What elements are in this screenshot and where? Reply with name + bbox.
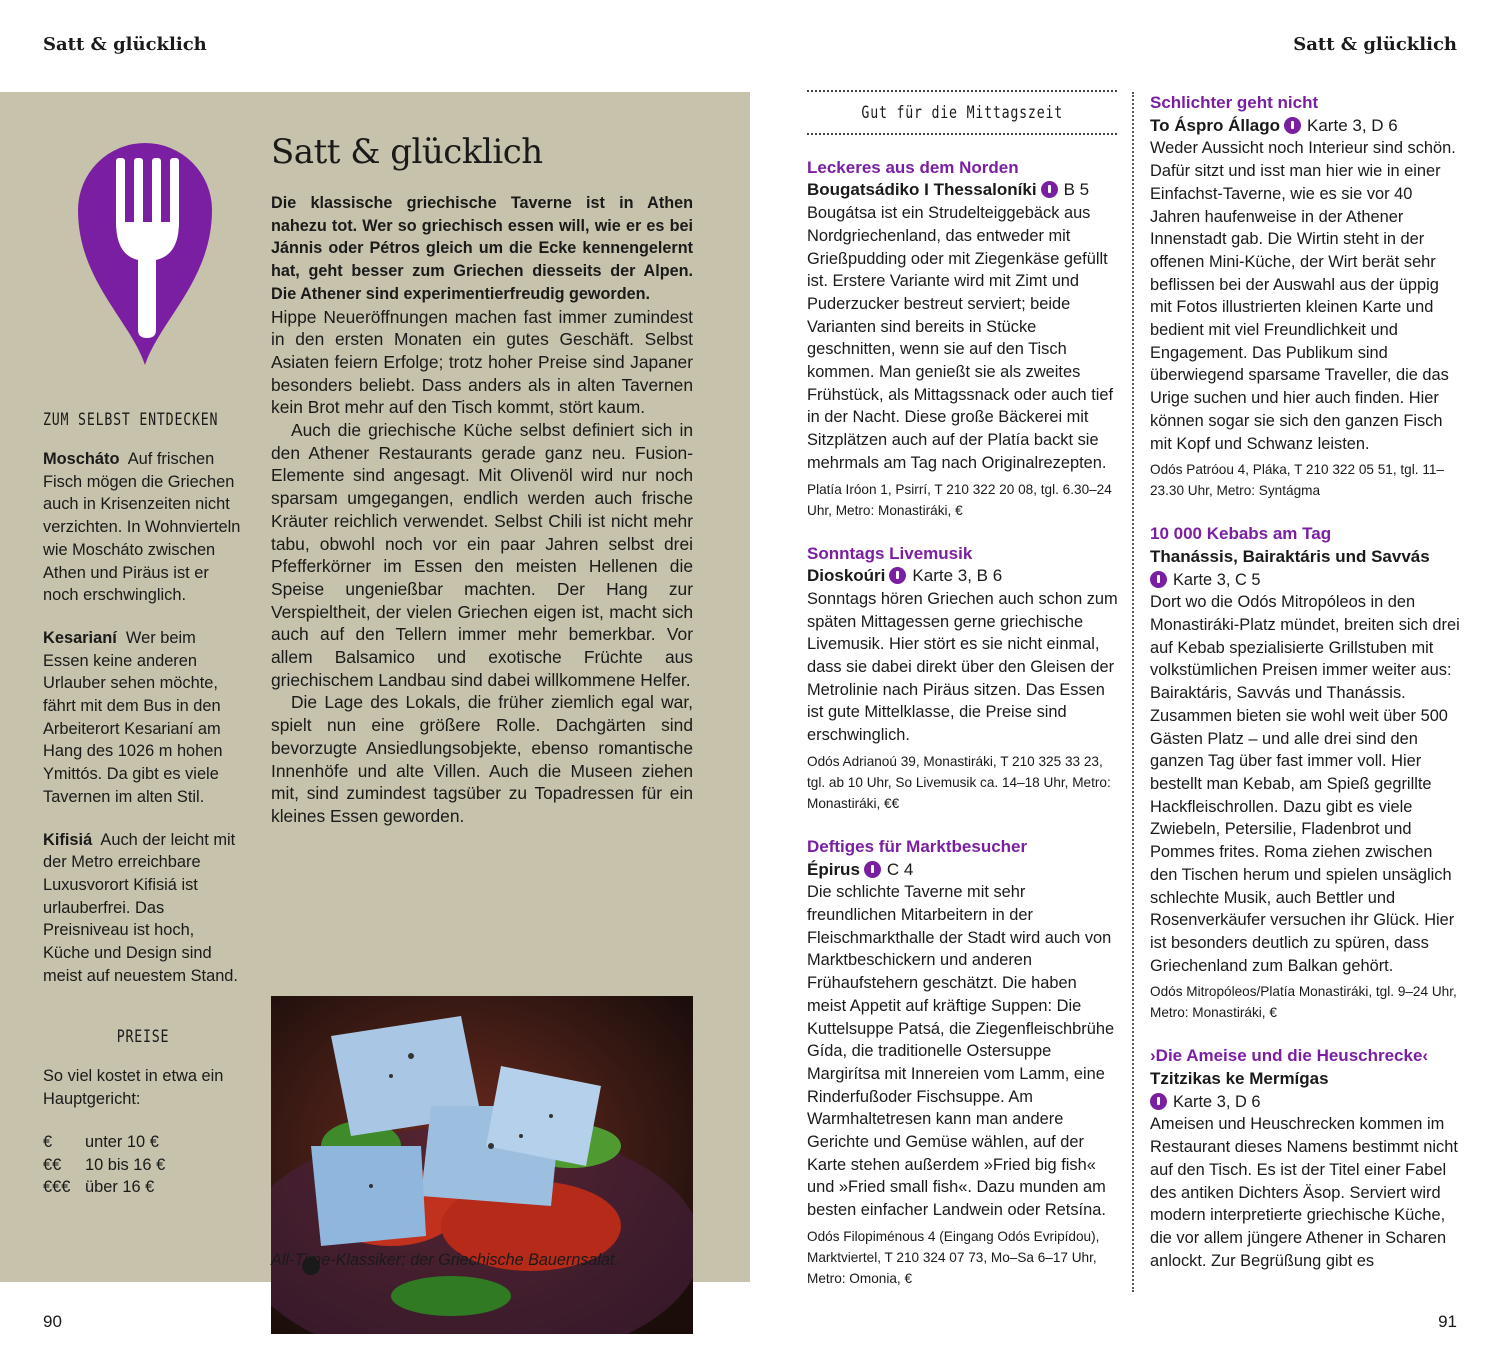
body-paragraph: Auch die griechische Küche selbst definiert sich in den Athener Restaurants gerade ganz neu. Fusion-Elemente sind angesagt. Mit Olivenöl wird nur noch sparsam umgegangen, endlich werden auch frische Kräuter reichlich verwendet. Selbst Chili ist nicht mehr tabu, obwohl noch vor ein paar Jahren selbst drei Pfefferkörner im Essen den meisten Hellenen die Speise ungenießbar machten. Der Hang zur Verspieltheit, der vielen Griechen eigen ist, macht sich auch auf den Tellern immer mehr bemerkbar. Vor allem Balsamico und exotische Früchte aus griechischem Landbau sind dabei willkommene Helfer. bbox=[271, 420, 693, 690]
listing-entry bbox=[807, 543, 1119, 814]
right-column-b bbox=[1150, 92, 1462, 1294]
entry-map-line bbox=[1150, 1091, 1462, 1114]
left-page-panel bbox=[0, 92, 750, 1282]
fork-pin-icon bbox=[70, 130, 220, 370]
section-heading bbox=[807, 90, 1117, 135]
map-reference: Karte 3, B 6 bbox=[912, 566, 1003, 586]
page-number-right: 91 bbox=[1438, 1312, 1457, 1331]
price-row bbox=[43, 1154, 243, 1177]
salad-photo bbox=[271, 996, 693, 1334]
sidebar-item bbox=[43, 829, 243, 988]
entry-kicker: Schlichter geht nicht bbox=[1150, 93, 1319, 112]
sidebar-item-text: Auch der leicht mit der Metro erreichbare Luxusvorort Kifisiá ist urlauberfrei. Das Preisniveau ist hoch, Küche und Design sind meist auf neuestem Stand. bbox=[43, 830, 238, 985]
column-divider bbox=[1132, 92, 1134, 1292]
running-head-left: Satt & glücklich bbox=[43, 34, 207, 55]
entry-text: Weder Aussicht noch Interieur sind schön. Dafür sitzt und isst man hier wie in einer Einfachst-Taverne, wie es sie vor 40 Jahren haufenweise in der Athener Innenstadt gab. Die Wirtin steht in der offenen Mini-Küche, der Wirt berät sehr beflissen bei der Auswahl aus der üppig mit Fotos illustrierten kleinen Karte und bedient mit viel Freundlichkeit und Engagement. Das Publikum sind überwiegend sparsame Traveller, die das Urige suchen und hier auch finden. Hier können sogar sie sich den ganzen Fisch mit Kopf und Schwanz leisten. bbox=[1150, 139, 1456, 453]
entry-name: Thanássis, Bairaktáris und Savvás bbox=[1150, 546, 1430, 566]
entry-name-line bbox=[1150, 546, 1462, 569]
entry-info: Odós Patróou 4, Pláka, T 210 322 05 51, tgl. 11–23.30 Uhr, Metro: Syntágma bbox=[1150, 462, 1444, 499]
entry-info: Odós Adrianoú 39, Monastiráki, T 210 325 33 23, tgl. ab 10 Uhr, So Livemusik ca. 14–18 Uhr, Metro: Monastiráki, €€ bbox=[807, 753, 1111, 811]
body-paragraph: Die Lage des Lokals, die früher ziemlich egal war, spielt nun eine größere Rolle. Dachgärten sind bevorzugte Ansiedlungsobjekte, ebenso romantische Innenhöfe und alte Villen. Auch die Museen ziehen mit, sind zumindest tagsüber zu Topadressen für ein kleines Essen geworden. bbox=[271, 692, 693, 826]
entry-text: Ameisen und Heuschrecken kommen im Restaurant dieses Namens bestimmt nicht auf den Tisch. Es ist der Titel einer Fabel des antiken Dichters Äsop. Serviert wird modern interpretierte griechische Küche, die vor allem jüngere Athener in Scharen anlockt. Zur Begrüßung gibt es bbox=[1150, 1115, 1458, 1270]
price-row bbox=[43, 1176, 243, 1199]
listing-entry bbox=[1150, 1045, 1462, 1272]
sidebar-item-name: Kesarianí bbox=[43, 628, 117, 647]
entry-name-line bbox=[807, 859, 1119, 882]
sidebar-item-name: Moscháto bbox=[43, 450, 120, 468]
map-pin-icon bbox=[1041, 181, 1058, 198]
entry-info: Odós Mitropóleos/Platía Monastiráki, tgl. 9–24 Uhr, Metro: Monastiráki, € bbox=[1150, 984, 1457, 1021]
right-column-a bbox=[807, 90, 1119, 1311]
map-reference: Karte 3, D 6 bbox=[1173, 1092, 1261, 1111]
map-pin-icon bbox=[1150, 571, 1167, 588]
photo-caption: All-Time-Klassiker: der Griechische Bauernsalat. bbox=[271, 1251, 620, 1269]
lead-paragraph: Die klassische griechische Taverne ist in Athen nahezu tot. Wer so griechisch essen will, wie er es bei Jánnis oder Pétros gleich um die Ecke kennengelernt hat, geht besser zum Griechen diesseits der Alpen. Die Athener sind experimentierfreudig geworden. bbox=[271, 194, 693, 303]
entry-name-line bbox=[1150, 115, 1462, 138]
map-pin-icon bbox=[1284, 117, 1301, 134]
prices-title: PREISE bbox=[116, 1027, 170, 1048]
entry-kicker: Deftiges für Marktbesucher bbox=[807, 836, 1028, 856]
entry-kicker: Leckeres aus dem Norden bbox=[807, 157, 1019, 177]
sidebar-item bbox=[43, 448, 243, 607]
listing-entry bbox=[1150, 92, 1462, 501]
price-symbol: €€€ bbox=[43, 1178, 71, 1197]
entry-name-line bbox=[1150, 1068, 1462, 1091]
main-article bbox=[271, 132, 693, 828]
prices-intro: So viel kostet in etwa ein Hauptgericht: bbox=[43, 1067, 224, 1109]
price-row bbox=[43, 1131, 243, 1154]
price-range: 10 bis 16 € bbox=[85, 1155, 166, 1174]
map-reference: B 5 bbox=[1063, 180, 1090, 200]
entry-name: Dioskoúri bbox=[807, 566, 886, 586]
price-symbol: €€ bbox=[43, 1155, 62, 1174]
map-reference: Karte 3, D 6 bbox=[1307, 115, 1398, 135]
price-range: über 16 € bbox=[85, 1178, 155, 1197]
sidebar-item bbox=[43, 627, 243, 809]
sidebar-item-text: Wer beim Essen keine anderen Urlauber sehen möchte, fährt mit dem Bus in den Arbeiterort Kesarianí am Hang des 1026 m hohen Ymittós. Da gibt es viele Tavernen im alten Stil. bbox=[43, 628, 223, 806]
sidebar-item-name: Kifisiá bbox=[43, 830, 93, 849]
map-pin-icon bbox=[864, 861, 881, 878]
entry-name: To Áspro Állago bbox=[1150, 115, 1281, 135]
map-reference: Karte 3, C 5 bbox=[1173, 570, 1261, 589]
map-pin-icon bbox=[889, 567, 906, 584]
entry-map-line bbox=[1150, 569, 1462, 592]
listing-entry bbox=[1150, 523, 1462, 1023]
entry-kicker: 10 000 Kebabs am Tag bbox=[1150, 524, 1332, 544]
entry-info: Odós Filopiménous 4 (Eingang Odós Evripídou), Marktviertel, T 210 324 07 73, Mo–Sa 6–17 Uhr, Metro: Omonia, € bbox=[807, 1228, 1100, 1286]
body-paragraph: Hippe Neueröffnungen machen fast immer zumindest in den ersten Monaten ein gutes Geschäft. Selbst Asiaten feiern Erfolge; trotz hoher Preise sind Japaner besonders beliebt. Dass anders als in alten Tavernen kein Brot mehr auf den Tisch kommt, stört kaum. bbox=[271, 306, 693, 418]
listing-entry bbox=[807, 157, 1119, 521]
entry-text: Bougátsa ist ein Strudelteiggebäck aus Nordgriechenland, das entweder mit Grießpudding oder mit Ziegenkäse gefüllt ist. Erstere Variante wird mit Zimt und Puderzucker bestreut serviert; beide Varianten sind bereits in Stücke geschnitten, wenn sie auf den Tisch kommen. Man genießt sie als zweites Frühstück, als Mittagssnack oder auch tief in der Nacht. Diese große Bäckerei mit Sitzplätzen auch auf der Platía backt sie mehrmals am Tag nach Originalrezepten. bbox=[807, 204, 1114, 472]
entry-text: Die schlichte Taverne mit sehr freundlichen Mitarbeitern in der Fleischmarkthalle der Stadt wird auch von Marktbeschickern und anderen Frühaufstehern geschätzt. Die haben meist Appetit auf kräftige Suppen: Die Kuttelsuppe Patsá, die Ziegenfleischbrühe Gída, die traditionelle Ostersuppe Margirítsa mit Innereien vom Lamm, eine Rinderfußoder Fischsuppe. Am Warmhaltetresen kann man andere Gerichte und Gemüse wählen, auf der Karte stehen außerdem »Fried big fish« und »Fried small fish«. Dazu munden am besten einfacher Landwein oder Retsína. bbox=[807, 883, 1115, 1220]
entry-kicker: ›Die Ameise und die Heuschrecke‹ bbox=[1150, 1046, 1429, 1066]
page-title: Satt & glücklich bbox=[271, 132, 543, 172]
entry-name-line bbox=[807, 565, 1119, 588]
map-reference: C 4 bbox=[886, 859, 914, 879]
price-range: unter 10 € bbox=[85, 1132, 159, 1151]
entry-name: Tzitzikas ke Mermígas bbox=[1150, 1069, 1329, 1089]
entry-name: Épirus bbox=[807, 859, 860, 879]
running-head-right: Satt & glücklich bbox=[1293, 34, 1457, 55]
map-pin-icon bbox=[1150, 1093, 1167, 1110]
entry-text: Dort wo die Odós Mitropóleos in den Monastiráki-Platz mündet, breiten sich drei auf Kebab spezialisierte Grillstuben mit volkstümlichen Preisen immer weiter aus: Bairaktáris, Savvás und Thanássis. Zusammen bieten sie wohl weit über 500 Gästen Platz – und alle drei sind den ganzen Tag über fast immer voll. Hier bestellt man Kebab, am Spieß gegrillte Hackfleischrollen. Dazu gibt es viele Zwiebeln, Petersilie, Fladenbrot und Pommes frites. Roma ziehen zwischen den Tischen herum und spielen unsäglich schlechte Musik, auch Bettler und Rosenverkäufer versuchen ihr Glück. Hier ist besonders deutlich zu spüren, dass Griechenland zum Balkan gehört. bbox=[1150, 593, 1460, 975]
page-number-left: 90 bbox=[43, 1312, 62, 1331]
entry-kicker: Sonntags Livemusik bbox=[807, 543, 973, 563]
sidebar-title: ZUM SELBST ENTDECKEN bbox=[43, 410, 219, 430]
price-table bbox=[43, 1131, 243, 1199]
price-symbol: € bbox=[43, 1132, 53, 1151]
section-title: Gut für die Mittagszeit bbox=[861, 103, 1063, 123]
entry-text: Sonntags hören Griechen auch schon zum späten Mittagessen gerne griechische Livemusik. Hier stört es sie nicht einmal, dass sie dabei direkt über den Gleisen der Metrolinie nach Piräus sitzen. Das Essen ist gute Mittelklasse, die Preise sind erschwinglich. bbox=[807, 589, 1118, 745]
sidebar-item-text: Auf frischen Fisch mögen die Griechen auch in Krisenzeiten nicht verzichten. In Wohnvierteln wie Moscháto zwischen Athen und Piräus ist er noch erschwinglich. bbox=[43, 450, 241, 605]
entry-info: Platía Iróon 1, Psirrí, T 210 322 20 08, tgl. 6.30–24 Uhr, Metro: Monastiráki, € bbox=[807, 481, 1112, 518]
sidebar bbox=[43, 410, 243, 1199]
entry-name-line bbox=[807, 179, 1119, 202]
entry-name: Bougatsádiko I Thessaloníki bbox=[807, 180, 1037, 200]
listing-entry bbox=[807, 836, 1119, 1289]
